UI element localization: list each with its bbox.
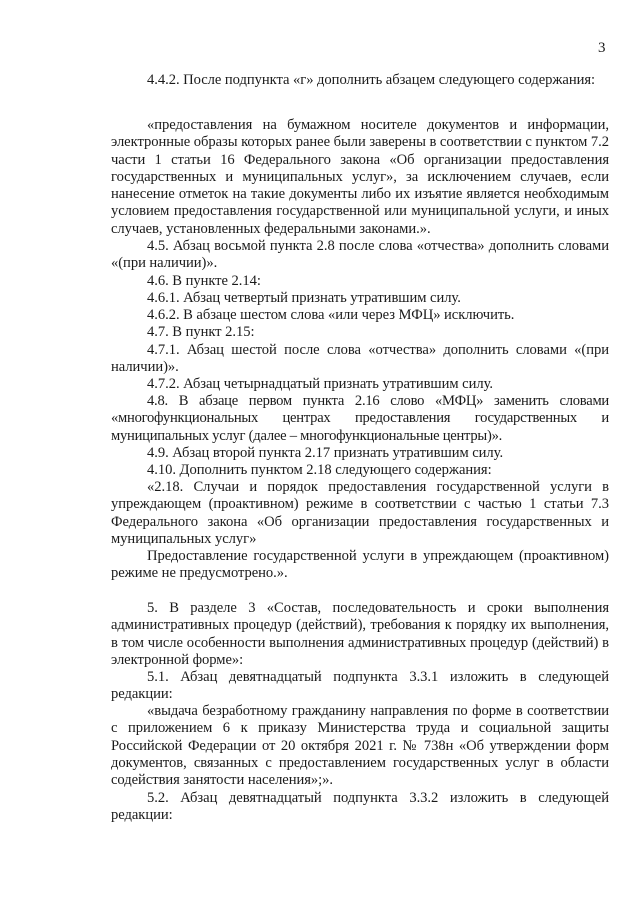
paragraph-4-8: 4.8. В абзаце первом пункта 2.16 слово «МФЦ» заменить словами «многофункциональных центрах предоставления государственных и муниципальных услуг (далее – многофункциональные центры)». [111,393,609,444]
paragraph-2-18: «2.18. Случаи и порядок предоставления государственной услуги в упреждающем (проактивном) режиме в соответствии с частью 1 статьи 7.3 Федерального закона «Об организации предоставления государственных и муниципальных услуг» [111,479,609,547]
page-number: 3 [598,40,606,56]
paragraph-4-4-2: 4.4.2. После подпункта «г» дополнить абзацем следующего содержания: [147,72,596,88]
paragraph-4-7-1: 4.7.1. Абзац шестой после слова «отчества» дополнить словами «(при наличии)». [111,342,609,376]
paragraph-quote-referral: «выдача безработному гражданину направления по форме в соответствии с приложением 6 к приказу Министерства труда и социальной защиты Российской Федерации от 20 октября 2021 г. № 738н «Об утверждении форм документов, связанных с предоставлением государственных услуг в области содействия занятости населения»;». [111,703,609,789]
paragraph-4-7-2: 4.7.2. Абзац четырнадцатый признать утратившим силу. [147,376,493,392]
paragraph-4-5: 4.5. Абзац восьмой пункта 2.8 после слова «отчества» дополнить словами «(при наличии)». [111,238,609,272]
paragraph-5-2: 5.2. Абзац девятнадцатый подпункта 3.3.2 изложить в следующей редакции: [111,790,609,824]
paragraph-4-10: 4.10. Дополнить пунктом 2.18 следующего содержания: [147,462,492,478]
paragraph-4-6: 4.6. В пункте 2.14: [147,273,261,289]
paragraph-4-9: 4.9. Абзац второй пункта 2.17 признать утратившим силу. [147,445,504,461]
paragraph-proactive-mode: Предоставление государственной услуги в упреждающем (проактивном) режиме не предусмотрено.». [111,548,609,582]
paragraph-4-6-1: 4.6.1. Абзац четвертый признать утратившим силу. [147,290,461,306]
paragraph-5-1: 5.1. Абзац девятнадцатый подпункта 3.3.1 изложить в следующей редакции: [111,669,609,703]
paragraph-4-7: 4.7. В пункт 2.15: [147,324,255,340]
paragraph-quote-paper-documents: «предоставления на бумажном носителе документов и информации, электронные образы которых ранее были заверены в соответствии с пунктом 7.2 части 1 статьи 16 Федерального закона «Об организации предоставления государственных и муниципальных услуг», за исключением случаев, если нанесение отметок на такие документы либо их изъятие является необходимым условием предоставления государственной или муниципальной услуги, и иных случаев, установленных федеральными законами.». [111,117,609,237]
paragraph-section-5: 5. В разделе 3 «Состав, последовательность и сроки выполнения административных процедур (действий), требования к порядку их выполнения, в том числе особенности выполнения административных процедур (действий) в электронной форме»: [111,600,609,668]
paragraph-4-6-2: 4.6.2. В абзаце шестом слова «или через МФЦ» исключить. [147,307,515,323]
